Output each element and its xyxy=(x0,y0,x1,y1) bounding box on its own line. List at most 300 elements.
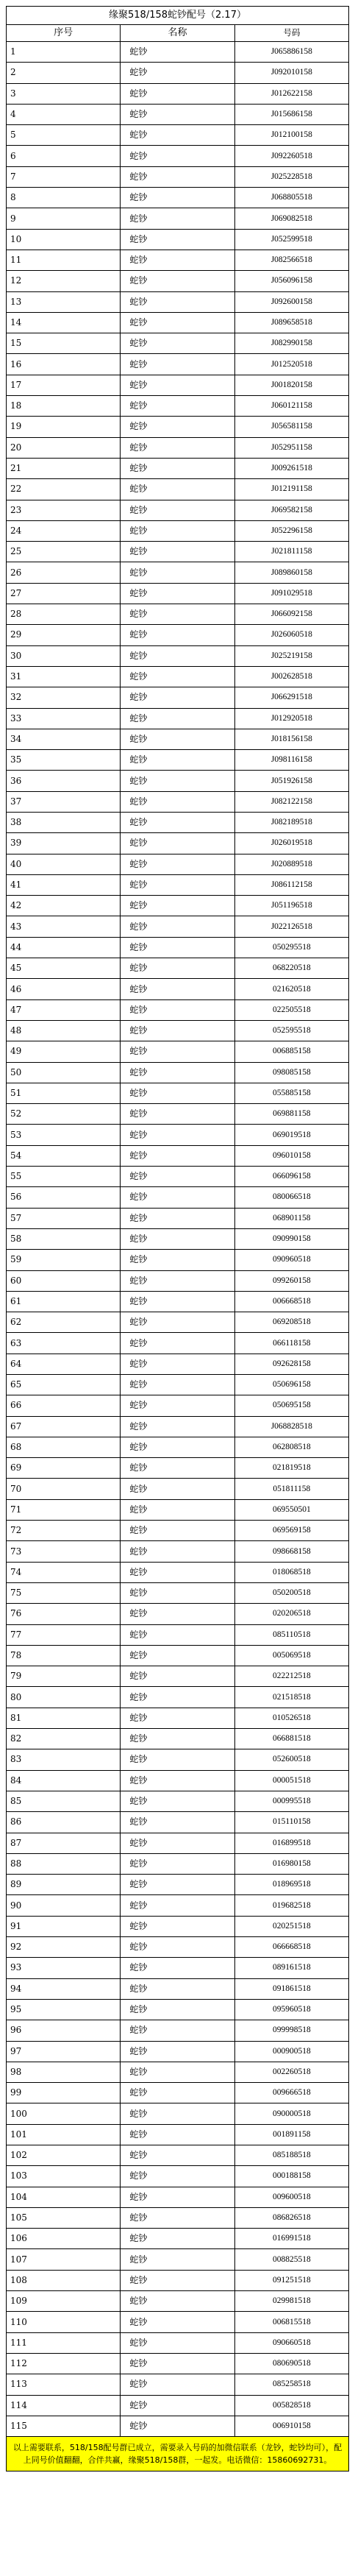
row-name: 蛇钞 xyxy=(121,375,234,395)
row-index: 92 xyxy=(7,1937,121,1958)
row-number: 022212518 xyxy=(234,1666,348,1687)
table-row xyxy=(7,1458,349,1479)
table-row xyxy=(7,2416,349,2436)
row-number: 020206518 xyxy=(234,1604,348,1624)
row-number: 050696158 xyxy=(234,1375,348,1395)
table-row xyxy=(7,500,349,520)
row-number: 006910158 xyxy=(234,2416,348,2436)
row-number: 099998518 xyxy=(234,2020,348,2041)
row-number: J056581158 xyxy=(234,417,348,437)
row-number: 080690518 xyxy=(234,2353,348,2374)
row-index: 9 xyxy=(7,208,121,229)
row-index: 16 xyxy=(7,354,121,375)
row-index: 55 xyxy=(7,1167,121,1187)
row-number: 085110518 xyxy=(234,1624,348,1645)
table-row xyxy=(7,188,349,208)
table-row xyxy=(7,208,349,229)
table-row xyxy=(7,1479,349,1499)
row-number: J091029518 xyxy=(234,583,348,604)
row-index: 111 xyxy=(7,2332,121,2353)
row-number: 069208518 xyxy=(234,1312,348,1333)
table-row xyxy=(7,417,349,437)
table-row xyxy=(7,437,349,458)
row-number: 090990158 xyxy=(234,1228,348,1249)
row-name: 蛇钞 xyxy=(121,2229,234,2249)
row-index: 45 xyxy=(7,958,121,979)
table-row xyxy=(7,63,349,83)
row-index: 34 xyxy=(7,729,121,749)
table-row xyxy=(7,146,349,166)
row-number: J012191158 xyxy=(234,479,348,500)
table-row xyxy=(7,2374,349,2395)
table-row xyxy=(7,2270,349,2290)
row-number: 005828518 xyxy=(234,2395,348,2416)
row-name: 蛇钞 xyxy=(121,1104,234,1125)
table-row xyxy=(7,1895,349,1916)
row-number: J068828518 xyxy=(234,1416,348,1437)
row-number: 069881158 xyxy=(234,1104,348,1125)
table-row xyxy=(7,250,349,270)
row-number: J066291518 xyxy=(234,687,348,708)
table-row xyxy=(7,2395,349,2416)
row-number: 016980158 xyxy=(234,1853,348,1874)
row-index: 36 xyxy=(7,771,121,791)
row-number: 009600518 xyxy=(234,2187,348,2207)
row-name: 蛇钞 xyxy=(121,2395,234,2416)
row-number: 002260518 xyxy=(234,2062,348,2082)
row-index: 25 xyxy=(7,542,121,562)
row-number: 006815518 xyxy=(234,2312,348,2332)
row-number: 022505518 xyxy=(234,999,348,1020)
row-index: 33 xyxy=(7,708,121,729)
row-index: 27 xyxy=(7,583,121,604)
row-number: J052951158 xyxy=(234,437,348,458)
row-number: J012920518 xyxy=(234,708,348,729)
row-name: 蛇钞 xyxy=(121,729,234,749)
row-index: 6 xyxy=(7,146,121,166)
table-row xyxy=(7,542,349,562)
row-index: 89 xyxy=(7,1875,121,1895)
table-row xyxy=(7,2312,349,2332)
table-row xyxy=(7,1770,349,1791)
row-number: J052599518 xyxy=(234,229,348,250)
table-row xyxy=(7,2249,349,2270)
row-name: 蛇钞 xyxy=(121,1978,234,1999)
row-number: 090660518 xyxy=(234,2332,348,2353)
row-index: 87 xyxy=(7,1833,121,1853)
table-row xyxy=(7,1104,349,1125)
row-name: 蛇钞 xyxy=(121,958,234,979)
row-name: 蛇钞 xyxy=(121,1687,234,1708)
row-name: 蛇钞 xyxy=(121,1937,234,1958)
row-index: 5 xyxy=(7,125,121,146)
row-number: 016899518 xyxy=(234,1833,348,1853)
table-row xyxy=(7,125,349,146)
row-name: 蛇钞 xyxy=(121,2062,234,2082)
row-index: 10 xyxy=(7,229,121,250)
table-row xyxy=(7,750,349,771)
table-row xyxy=(7,1937,349,1958)
row-number: 066881518 xyxy=(234,1729,348,1749)
row-index: 78 xyxy=(7,1645,121,1666)
row-name: 蛇钞 xyxy=(121,1895,234,1916)
table-row xyxy=(7,645,349,666)
table-row xyxy=(7,625,349,645)
row-index: 72 xyxy=(7,1521,121,1541)
table-row xyxy=(7,729,349,749)
table-row xyxy=(7,104,349,124)
row-index: 113 xyxy=(7,2374,121,2395)
row-name: 蛇钞 xyxy=(121,1916,234,1936)
row-index: 60 xyxy=(7,1270,121,1291)
row-number: J009261518 xyxy=(234,458,348,478)
table-row xyxy=(7,333,349,354)
row-index: 68 xyxy=(7,1437,121,1457)
row-name: 蛇钞 xyxy=(121,1521,234,1541)
table-row xyxy=(7,979,349,999)
row-index: 15 xyxy=(7,333,121,354)
row-name: 蛇钞 xyxy=(121,1499,234,1520)
row-name: 蛇钞 xyxy=(121,1853,234,1874)
row-name: 蛇钞 xyxy=(121,333,234,354)
row-index: 99 xyxy=(7,2083,121,2103)
row-index: 69 xyxy=(7,1458,121,1479)
row-name: 蛇钞 xyxy=(121,1729,234,1749)
row-name: 蛇钞 xyxy=(121,2353,234,2374)
table-row xyxy=(7,1187,349,1208)
row-index: 84 xyxy=(7,1770,121,1791)
row-number: J082122158 xyxy=(234,791,348,812)
row-number: J026019518 xyxy=(234,833,348,854)
row-name: 蛇钞 xyxy=(121,2187,234,2207)
row-number: J089860158 xyxy=(234,562,348,583)
row-name: 蛇钞 xyxy=(121,520,234,541)
row-index: 77 xyxy=(7,1624,121,1645)
row-name: 蛇钞 xyxy=(121,1666,234,1687)
row-index: 40 xyxy=(7,854,121,874)
row-index: 35 xyxy=(7,750,121,771)
table-row xyxy=(7,2083,349,2103)
table-row xyxy=(7,1041,349,1062)
row-number: J015686158 xyxy=(234,104,348,124)
table-row xyxy=(7,1499,349,1520)
row-name: 蛇钞 xyxy=(121,1749,234,1770)
row-number: J092600158 xyxy=(234,291,348,312)
row-number: 080066518 xyxy=(234,1187,348,1208)
table-row xyxy=(7,2103,349,2124)
table-row xyxy=(7,396,349,417)
table-row xyxy=(7,604,349,625)
row-name: 蛇钞 xyxy=(121,354,234,375)
row-name: 蛇钞 xyxy=(121,1062,234,1083)
row-number: J025228518 xyxy=(234,166,348,187)
header-number: 号码 xyxy=(234,25,348,42)
row-index: 38 xyxy=(7,812,121,832)
row-name: 蛇钞 xyxy=(121,916,234,937)
row-index: 51 xyxy=(7,1083,121,1103)
row-number: 021620518 xyxy=(234,979,348,999)
row-index: 47 xyxy=(7,999,121,1020)
row-name: 蛇钞 xyxy=(121,1167,234,1187)
row-number: 066668518 xyxy=(234,1937,348,1958)
row-name: 蛇钞 xyxy=(121,83,234,104)
table-row xyxy=(7,1541,349,1562)
row-index: 31 xyxy=(7,666,121,687)
row-index: 43 xyxy=(7,916,121,937)
row-index: 41 xyxy=(7,874,121,895)
row-index: 88 xyxy=(7,1853,121,1874)
row-number: J060121158 xyxy=(234,396,348,417)
row-name: 蛇钞 xyxy=(121,104,234,124)
table-row xyxy=(7,2291,349,2312)
row-name: 蛇钞 xyxy=(121,791,234,812)
row-name: 蛇钞 xyxy=(121,2166,234,2187)
table-row xyxy=(7,1708,349,1728)
row-index: 81 xyxy=(7,1708,121,1728)
table-row xyxy=(7,83,349,104)
row-number: 050295518 xyxy=(234,937,348,958)
row-number: J026060518 xyxy=(234,625,348,645)
row-number: J012100158 xyxy=(234,125,348,146)
row-index: 21 xyxy=(7,458,121,478)
row-index: 63 xyxy=(7,1333,121,1354)
table-row xyxy=(7,1749,349,1770)
row-number: 055885158 xyxy=(234,1083,348,1103)
table-row xyxy=(7,1354,349,1374)
row-number: 008825518 xyxy=(234,2249,348,2270)
row-number: 099260158 xyxy=(234,1270,348,1291)
row-number: 016991518 xyxy=(234,2229,348,2249)
row-number: J012622158 xyxy=(234,83,348,104)
row-number: 091861518 xyxy=(234,1978,348,1999)
table-row xyxy=(7,896,349,916)
row-index: 101 xyxy=(7,2124,121,2145)
row-number: 006885158 xyxy=(234,1041,348,1062)
row-name: 蛇钞 xyxy=(121,271,234,291)
row-number: 068220518 xyxy=(234,958,348,979)
row-number: J001820158 xyxy=(234,375,348,395)
row-number: J068805518 xyxy=(234,188,348,208)
row-index: 66 xyxy=(7,1395,121,1416)
row-index: 14 xyxy=(7,312,121,333)
table-row xyxy=(7,1416,349,1437)
row-name: 蛇钞 xyxy=(121,1416,234,1437)
row-number: J052296158 xyxy=(234,520,348,541)
table-row xyxy=(7,2187,349,2207)
row-name: 蛇钞 xyxy=(121,2041,234,2062)
row-name: 蛇钞 xyxy=(121,1187,234,1208)
row-name: 蛇钞 xyxy=(121,2416,234,2436)
row-name: 蛇钞 xyxy=(121,63,234,83)
row-name: 蛇钞 xyxy=(121,250,234,270)
row-name: 蛇钞 xyxy=(121,645,234,666)
table-row xyxy=(7,1562,349,1582)
row-index: 30 xyxy=(7,645,121,666)
row-number: 068901158 xyxy=(234,1208,348,1228)
row-name: 蛇钞 xyxy=(121,208,234,229)
row-number: 050695158 xyxy=(234,1395,348,1416)
row-name: 蛇钞 xyxy=(121,562,234,583)
row-number: 021518518 xyxy=(234,1687,348,1708)
row-name: 蛇钞 xyxy=(121,2270,234,2290)
table-row xyxy=(7,1395,349,1416)
table-row xyxy=(7,1729,349,1749)
row-name: 蛇钞 xyxy=(121,2145,234,2165)
row-number: 019682518 xyxy=(234,1895,348,1916)
row-number: 001891158 xyxy=(234,2124,348,2145)
row-name: 蛇钞 xyxy=(121,1479,234,1499)
table-row xyxy=(7,1062,349,1083)
table-row xyxy=(7,1604,349,1624)
table-row xyxy=(7,1687,349,1708)
row-number: 005069518 xyxy=(234,1645,348,1666)
table-row xyxy=(7,854,349,874)
table-title: 缘聚518/158蛇钞配号（2.17） xyxy=(7,7,349,25)
table-row xyxy=(7,1666,349,1687)
row-index: 98 xyxy=(7,2062,121,2082)
row-index: 100 xyxy=(7,2103,121,2124)
row-index: 32 xyxy=(7,687,121,708)
row-number: 000188158 xyxy=(234,2166,348,2187)
table-row xyxy=(7,1020,349,1041)
row-index: 112 xyxy=(7,2353,121,2374)
table-row xyxy=(7,2332,349,2353)
row-number: 050200518 xyxy=(234,1582,348,1603)
row-name: 蛇钞 xyxy=(121,1312,234,1333)
row-name: 蛇钞 xyxy=(121,854,234,874)
row-name: 蛇钞 xyxy=(121,2332,234,2353)
row-number: 006668518 xyxy=(234,1291,348,1312)
row-number: J069082518 xyxy=(234,208,348,229)
number-table xyxy=(6,6,349,2437)
row-name: 蛇钞 xyxy=(121,1541,234,1562)
row-number: 069550501 xyxy=(234,1499,348,1520)
row-index: 46 xyxy=(7,979,121,999)
table-row xyxy=(7,916,349,937)
table-row xyxy=(7,479,349,500)
table-row xyxy=(7,1437,349,1457)
row-name: 蛇钞 xyxy=(121,1333,234,1354)
row-name: 蛇钞 xyxy=(121,437,234,458)
row-name: 蛇钞 xyxy=(121,1395,234,1416)
row-number: 009666518 xyxy=(234,2083,348,2103)
table-row xyxy=(7,1083,349,1103)
row-name: 蛇钞 xyxy=(121,687,234,708)
row-index: 71 xyxy=(7,1499,121,1520)
table-row xyxy=(7,271,349,291)
row-number: J098116158 xyxy=(234,750,348,771)
table-row xyxy=(7,874,349,895)
row-index: 26 xyxy=(7,562,121,583)
table-row xyxy=(7,771,349,791)
row-number: 000995518 xyxy=(234,1791,348,1811)
row-index: 105 xyxy=(7,2207,121,2228)
row-number: 086826518 xyxy=(234,2207,348,2228)
row-index: 62 xyxy=(7,1312,121,1333)
table-row xyxy=(7,1833,349,1853)
table-row xyxy=(7,812,349,832)
table-row xyxy=(7,1958,349,1978)
table-row xyxy=(7,42,349,63)
row-index: 67 xyxy=(7,1416,121,1437)
header-name: 名称 xyxy=(121,25,234,42)
table-row xyxy=(7,1582,349,1603)
row-number: J092010158 xyxy=(234,63,348,83)
row-number: 089161518 xyxy=(234,1958,348,1978)
row-index: 58 xyxy=(7,1228,121,1249)
row-index: 49 xyxy=(7,1041,121,1062)
table-row xyxy=(7,958,349,979)
row-number: J089658518 xyxy=(234,312,348,333)
row-index: 107 xyxy=(7,2249,121,2270)
row-name: 蛇钞 xyxy=(121,479,234,500)
row-number: J069582158 xyxy=(234,500,348,520)
row-name: 蛇钞 xyxy=(121,1604,234,1624)
table-row xyxy=(7,375,349,395)
row-index: 114 xyxy=(7,2395,121,2416)
row-index: 3 xyxy=(7,83,121,104)
table-row xyxy=(7,354,349,375)
table-row xyxy=(7,2020,349,2041)
row-number: 092628158 xyxy=(234,1354,348,1374)
row-name: 蛇钞 xyxy=(121,146,234,166)
sheet xyxy=(6,6,349,2471)
table-row xyxy=(7,2145,349,2165)
row-number: J025219158 xyxy=(234,645,348,666)
row-index: 106 xyxy=(7,2229,121,2249)
row-name: 蛇钞 xyxy=(121,1791,234,1811)
row-index: 104 xyxy=(7,2187,121,2207)
row-name: 蛇钞 xyxy=(121,42,234,63)
row-index: 28 xyxy=(7,604,121,625)
footer-note: 以上需要联系，518/158配号群已成立，需要录入号码的加微信联系（龙钞，蛇钞均可），配上同号价值翻翻，合伴共赢，缘聚518/158群，一起发。电话微信：15860692731。 xyxy=(6,2437,349,2471)
row-index: 29 xyxy=(7,625,121,645)
row-index: 75 xyxy=(7,1582,121,1603)
row-name: 蛇钞 xyxy=(121,1708,234,1728)
row-name: 蛇钞 xyxy=(121,166,234,187)
row-index: 85 xyxy=(7,1791,121,1811)
row-index: 42 xyxy=(7,896,121,916)
row-name: 蛇钞 xyxy=(121,1083,234,1103)
row-index: 102 xyxy=(7,2145,121,2165)
row-name: 蛇钞 xyxy=(121,1208,234,1228)
table-row xyxy=(7,1375,349,1395)
table-row xyxy=(7,1145,349,1166)
row-index: 8 xyxy=(7,188,121,208)
row-name: 蛇钞 xyxy=(121,1875,234,1895)
row-index: 1 xyxy=(7,42,121,63)
row-name: 蛇钞 xyxy=(121,1562,234,1582)
table-row xyxy=(7,666,349,687)
table-row xyxy=(7,2229,349,2249)
row-number: 000051518 xyxy=(234,1770,348,1791)
row-number: 066118158 xyxy=(234,1333,348,1354)
row-name: 蛇钞 xyxy=(121,2020,234,2041)
row-name: 蛇钞 xyxy=(121,229,234,250)
row-name: 蛇钞 xyxy=(121,1770,234,1791)
table-row xyxy=(7,2207,349,2228)
row-index: 19 xyxy=(7,417,121,437)
row-index: 59 xyxy=(7,1250,121,1270)
row-index: 79 xyxy=(7,1666,121,1687)
row-index: 48 xyxy=(7,1020,121,1041)
row-number: 095960518 xyxy=(234,1999,348,2020)
row-index: 37 xyxy=(7,791,121,812)
row-index: 13 xyxy=(7,291,121,312)
table-row xyxy=(7,2062,349,2082)
row-name: 蛇钞 xyxy=(121,1375,234,1395)
row-name: 蛇钞 xyxy=(121,1958,234,1978)
